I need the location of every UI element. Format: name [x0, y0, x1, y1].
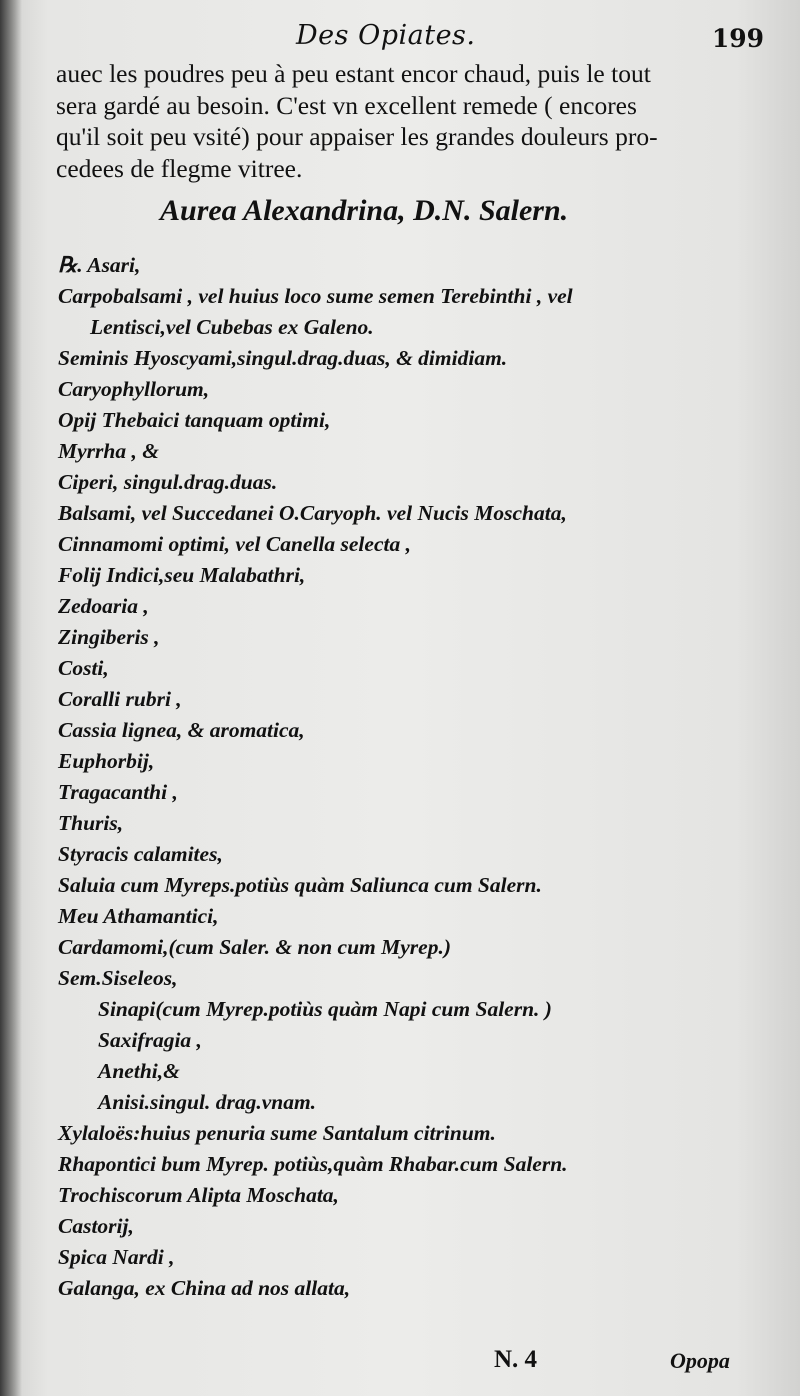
- ingredient-line: Zedoaria ,: [58, 594, 149, 618]
- ingredient-line: Xylaloës:huius penuria sume Santalum citrinum.: [58, 1121, 496, 1145]
- ingredient-line: Anethi,&: [98, 1059, 180, 1083]
- prose-line: qu'il soit peu vsité) pour appaiser les grandes douleurs pro-: [56, 122, 658, 151]
- ingredient-line: Thuris,: [58, 811, 124, 835]
- ingredient-line: Opij Thebaici tanquam optimi,: [58, 408, 331, 432]
- ingredient-line: Costi,: [58, 656, 109, 680]
- binding-shadow: [0, 0, 22, 1396]
- ingredient-line: Galanga, ex China ad nos allata,: [58, 1276, 351, 1300]
- ingredient-line: Saluia cum Myreps.potiùs quàm Saliunca cum Salern.: [58, 873, 542, 897]
- recipe-heading: Aurea Alexandrina, D.N. Salern.: [160, 194, 569, 227]
- ingredient-line: Anisi.singul. drag.vnam.: [98, 1090, 317, 1114]
- ingredient-line: Cinnamomi optimi, vel Canella selecta ,: [58, 532, 411, 556]
- ingredient-line: Spica Nardi ,: [58, 1245, 175, 1269]
- catchword: Opopa: [670, 1348, 730, 1373]
- ingredient-line: Castorij,: [58, 1214, 134, 1238]
- running-title: Des Opiates.: [296, 20, 476, 51]
- prose-line: auec les poudres peu à peu estant encor chaud, puis le tout: [56, 59, 651, 88]
- page-header: [0, 18, 800, 58]
- page-number: 199: [711, 24, 764, 53]
- ingredient-line: Seminis Hyoscyami,singul.drag.duas, & dimidiam.: [58, 346, 508, 370]
- ingredient-line: Sem.Siseleos,: [58, 966, 178, 990]
- ingredient-line: Ciperi, singul.drag.duas.: [58, 470, 278, 494]
- ingredient-line: Cardamomi,(cum Saler. & non cum Myrep.): [58, 935, 452, 959]
- ingredient-line: Saxifragia ,: [98, 1028, 202, 1052]
- ingredient-line: Lentisci,vel Cubebas ex Galeno.: [90, 315, 374, 339]
- ingredient-line: Cassia lignea, & aromatica,: [58, 718, 305, 742]
- ingredient-line: Trochiscorum Alipta Moschata,: [58, 1183, 339, 1207]
- ingredient-line: Styracis calamites,: [58, 842, 223, 866]
- prose-line: sera gardé au besoin. C'est vn excellent remede ( encores: [56, 90, 637, 120]
- ingredient-line: Balsami, vel Succedanei O.Caryoph. vel Nucis Moschata,: [58, 501, 567, 525]
- ingredient-line: Euphorbij,: [58, 749, 155, 773]
- prose-line: cedees de flegme vitree.: [56, 153, 303, 183]
- ingredient-line: Myrrha , &: [58, 439, 159, 463]
- ingredient-line: ℞. Asari,: [58, 253, 141, 277]
- ingredient-line: Sinapi(cum Myrep.potiùs quàm Napi cum Salern. ): [98, 997, 552, 1021]
- ingredient-list: [58, 250, 758, 1304]
- ingredient-line: Folij Indici,seu Malabathri,: [58, 563, 306, 587]
- ingredient-line: Caryophyllorum,: [58, 377, 210, 401]
- signature-mark: N. 4: [494, 1346, 538, 1373]
- ingredient-line: Rhapontici bum Myrep. potiùs,quàm Rhabar.cum Salern.: [58, 1152, 568, 1176]
- page-footer: [0, 1346, 800, 1382]
- ingredient-line: Zingiberis ,: [58, 625, 160, 649]
- ingredient-line: Meu Athamantici,: [58, 904, 219, 928]
- prose-paragraph: [56, 58, 740, 184]
- ingredient-line: Tragacanthi ,: [58, 780, 178, 804]
- ingredient-line: Carpobalsami , vel huius loco sume semen Terebinthi , vel: [58, 284, 573, 308]
- ingredient-line: Coralli rubri ,: [58, 687, 182, 711]
